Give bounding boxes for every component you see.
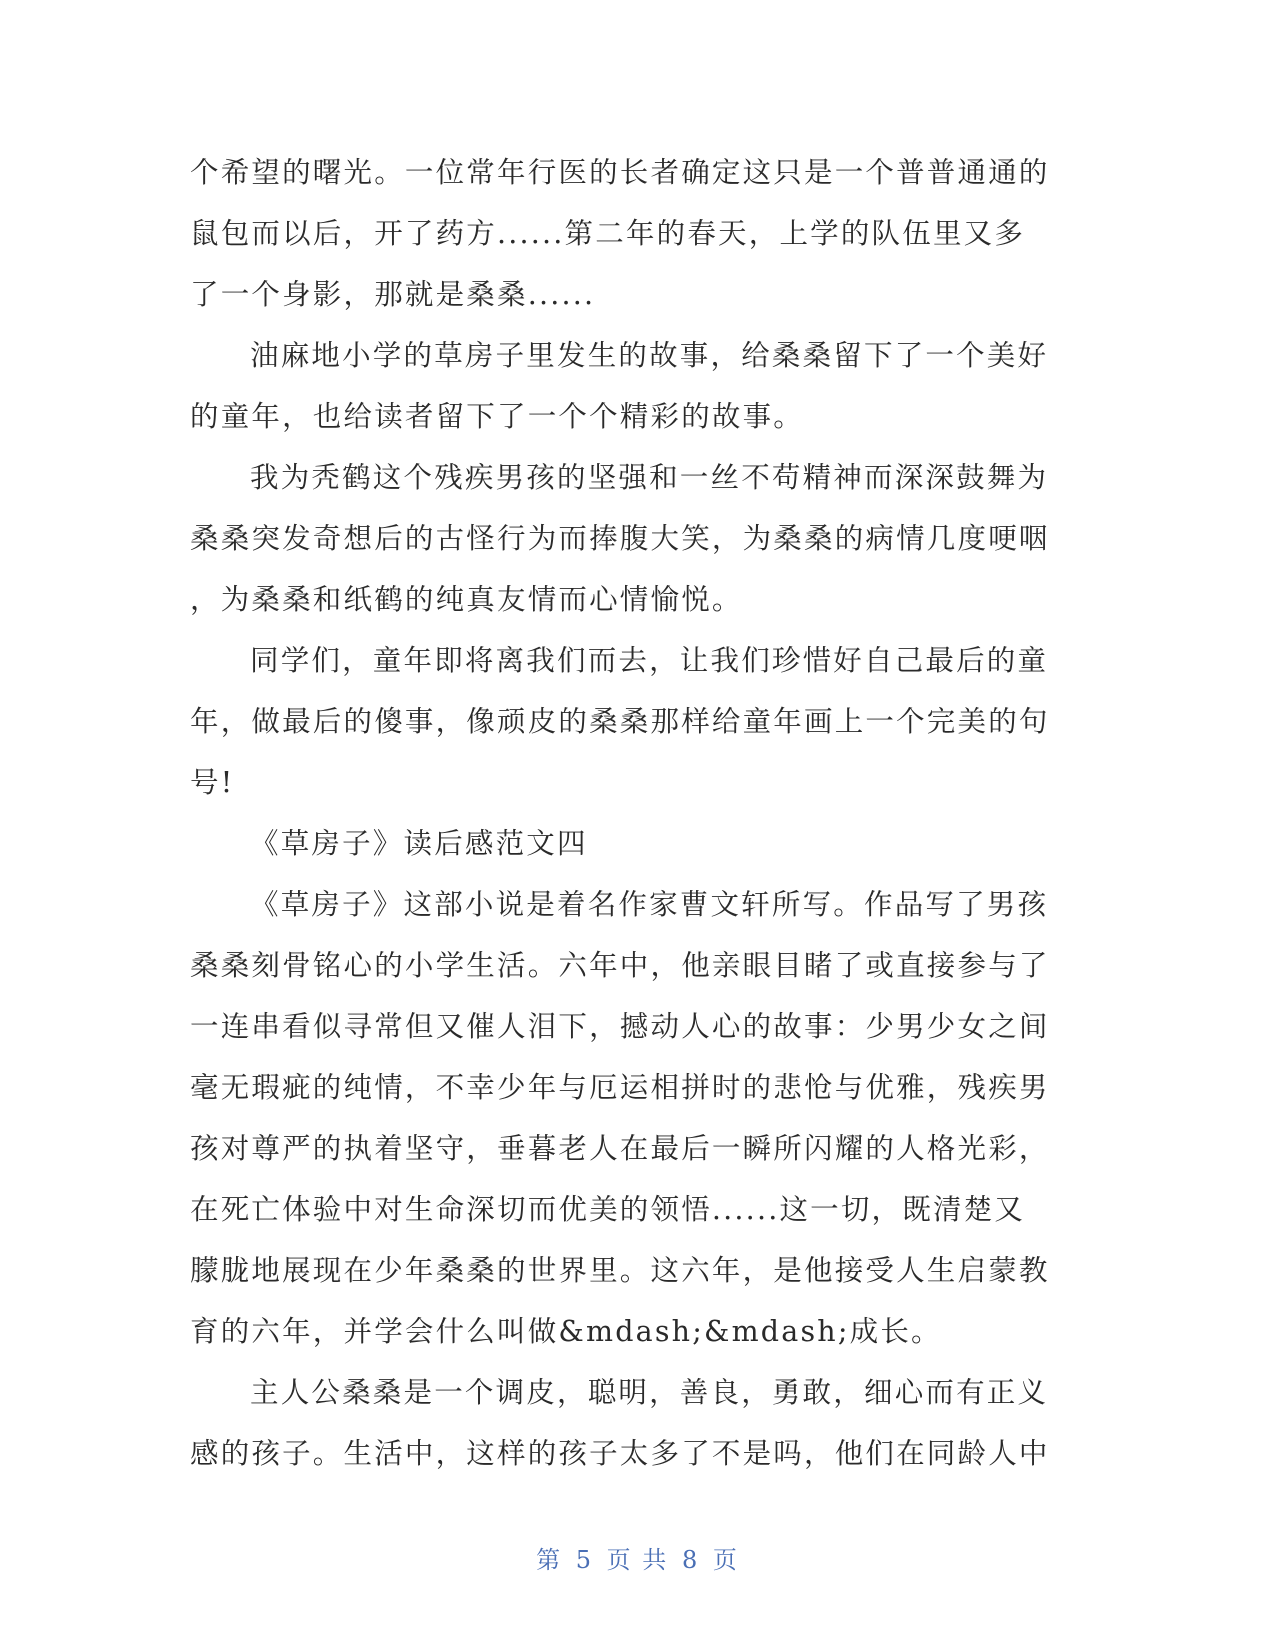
text-line: 了一个身影，那就是桑桑...... (190, 278, 596, 311)
footer-middle: 页 共 (606, 1546, 669, 1574)
text-line: 孩对尊严的执着坚守，垂暮老人在最后一瞬所闪耀的人格光彩， (190, 1132, 1050, 1165)
footer-total-pages: 8 (681, 1546, 700, 1574)
text-line: 主人公桑桑是一个调皮，聪明，善良，勇敢，细心而有正义 (250, 1376, 1049, 1409)
text-line: 朦胧地展现在少年桑桑的世界里。这六年，是他接受人生启蒙教 (190, 1254, 1050, 1287)
text-line: 感的孩子。生活中，这样的孩子太多了不是吗，他们在同龄人中 (190, 1437, 1050, 1470)
text-line: ，为桑桑和纸鹤的纯真友情而心情愉悦。 (190, 583, 743, 616)
footer-prefix: 第 (536, 1546, 563, 1574)
text-line: 我为秃鹤这个残疾男孩的坚强和一丝不苟精神而深深鼓舞为 (250, 461, 1049, 494)
text-line: 号! (190, 766, 235, 799)
text-line: 的童年，也给读者留下了一个个精彩的故事。 (190, 400, 805, 433)
text-line: 鼠包而以后，开了药方......第二年的春天，上学的队伍里又多 (190, 217, 1026, 250)
body-text (190, 142, 1070, 1484)
text-line: 毫无瑕疵的纯情，不幸少年与厄运相拼时的悲怆与优雅，残疾男 (190, 1071, 1050, 1104)
text-line: 年，做最后的傻事，像顽皮的桑桑那样给童年画上一个完美的句 (190, 705, 1050, 738)
text-line: 《草房子》这部小说是着名作家曹文轩所写。作品写了男孩 (250, 888, 1049, 921)
footer-page-number: 5 (575, 1546, 594, 1574)
text-line: 育的六年，并学会什么叫做&mdash;&mdash;成长。 (190, 1315, 942, 1348)
text-line: 桑桑刻骨铭心的小学生活。六年中，他亲眼目睹了或直接参与了 (190, 949, 1050, 982)
text-line: 《草房子》读后感范文四 (250, 827, 588, 860)
text-line: 油麻地小学的草房子里发生的故事，给桑桑留下了一个美好 (250, 339, 1049, 372)
text-line: 在死亡体验中对生命深切而优美的领悟......这一切，既清楚又 (190, 1193, 1026, 1226)
footer-suffix: 页 (712, 1546, 739, 1574)
text-line: 桑桑突发奇想后的古怪行为而捧腹大笑，为桑桑的病情几度哽咽 (190, 522, 1050, 555)
text-line: 同学们，童年即将离我们而去，让我们珍惜好自己最后的童 (250, 644, 1049, 677)
text-line: 一连串看似寻常但又催人泪下，撼动人心的故事：少男少女之间 (190, 1010, 1050, 1043)
text-line: 个希望的曙光。一位常年行医的长者确定这只是一个普普通通的 (190, 156, 1050, 189)
page-footer (0, 1540, 1275, 1575)
